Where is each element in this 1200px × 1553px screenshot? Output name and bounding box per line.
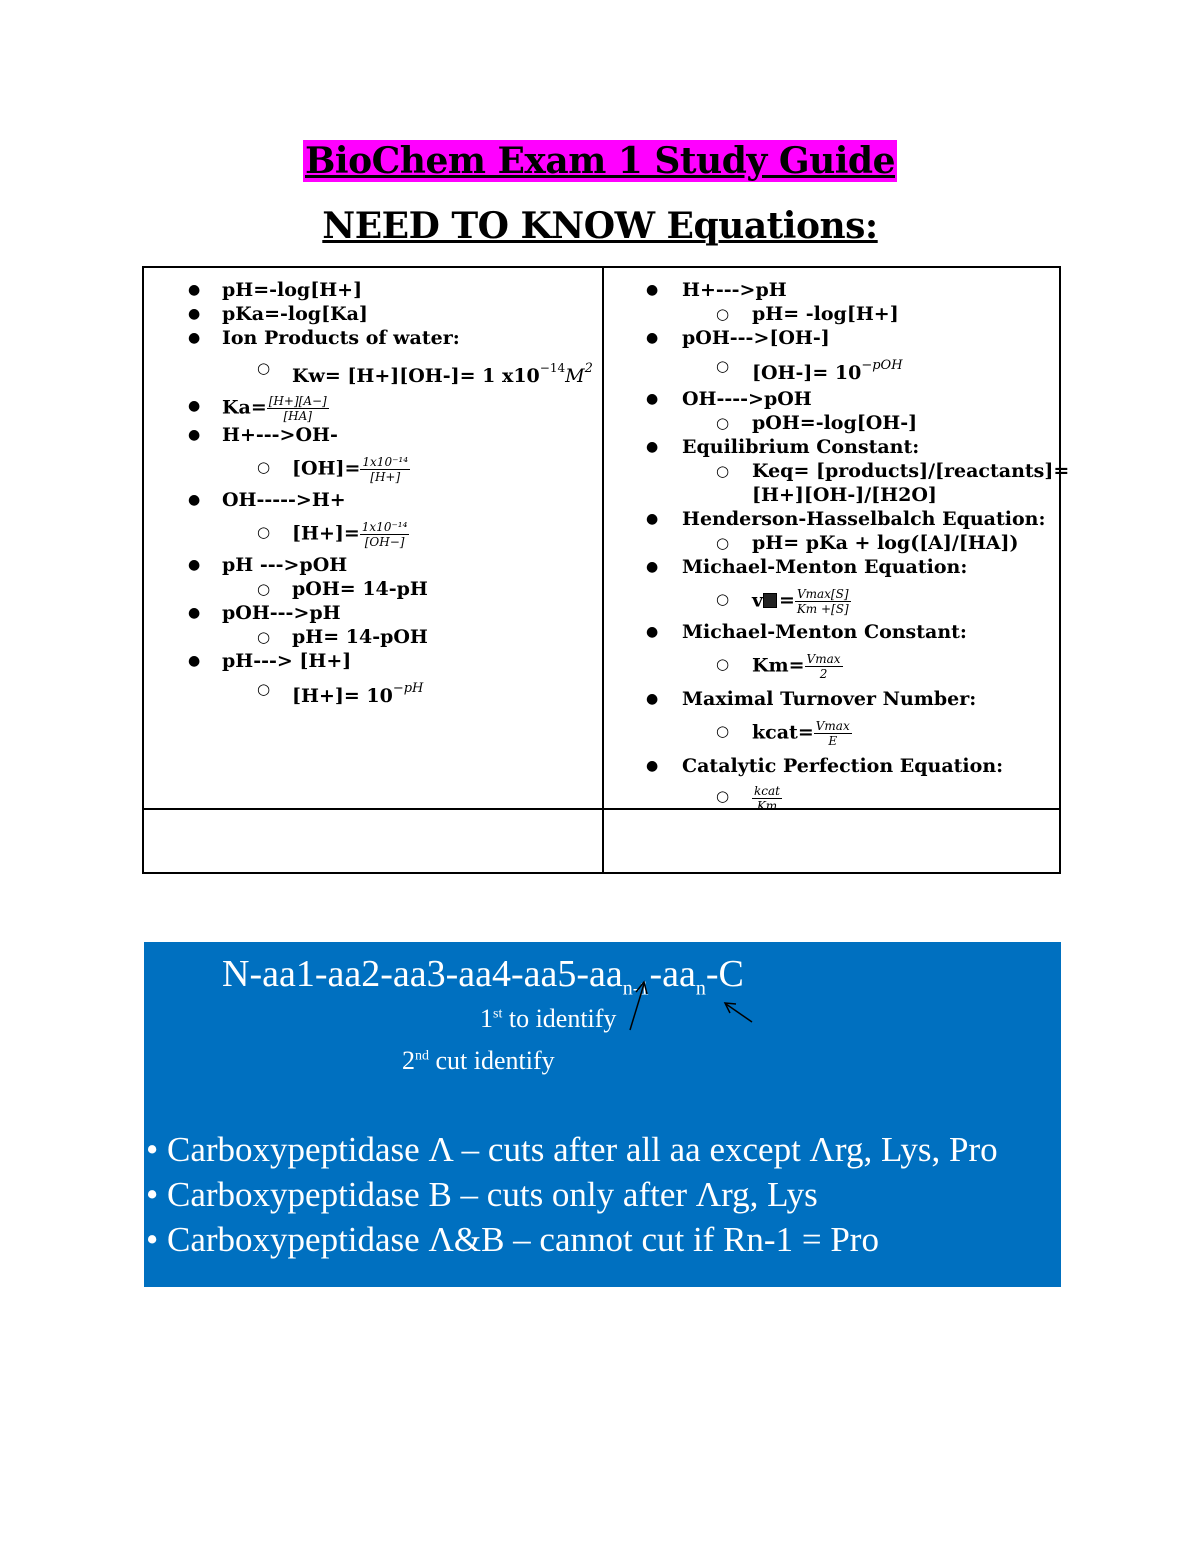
- list-item: ○ pOH= 14-pH: [257, 578, 428, 600]
- list-item: ○ $[H+]= 10^{-pH}$: [257, 680, 424, 707]
- list-item: ○ [H+]= $\frac{\text{1x10⁻¹⁴}}{[OH-]}$: [257, 520, 408, 549]
- h-fraction: $\frac{\text{1x10⁻¹⁴}}{[OH-]}$: [361, 520, 408, 549]
- list-item: ○ Kw= [H+][OH-]= 1 $x10^{-14}M^2$: [257, 359, 593, 387]
- list-item: ● OH---->pOH: [646, 388, 812, 410]
- list-item: ● OH----->H+: [188, 489, 346, 511]
- list-item: • Carboxypeptidase Λ – cuts after all aa except Λrg, Lys, Pro: [146, 1130, 998, 1169]
- right-equations-column: [604, 278, 1070, 813]
- list-item: ● pH---> [H+]: [188, 650, 352, 672]
- page-title: BioChem Exam 1 Study Guide: [305, 140, 895, 182]
- first-identify-note: 1st to identify: [480, 1004, 617, 1033]
- page-subtitle: NEED TO KNOW Equations:: [322, 205, 878, 247]
- list-item: • Carboxypeptidase B – cuts only after Λrg, Lys: [146, 1175, 818, 1214]
- list-item: ● pH=-log[H+]: [188, 279, 363, 301]
- list-item: ● H+--->OH-: [188, 424, 338, 446]
- oh-fraction: $\frac{\text{1x10⁻¹⁴}}{[H+]}$: [362, 455, 409, 484]
- second-identify-note: 2nd cut identify: [402, 1046, 555, 1075]
- placeholder-glyph-icon: [763, 593, 777, 608]
- list-item: ● Michael-Menton Equation:: [646, 556, 968, 578]
- list-item: ● Maximal Turnover Number:: [646, 688, 977, 710]
- list-item: ○ pH= pKa + log([A]/[HA]): [716, 532, 1019, 554]
- peptide-sequence: $N-aa1-aa2-aa3-aa4-aa5-aa_{n-1}-aa_n-C$: [222, 953, 744, 1000]
- list-item: ○ pH= -log[H+]: [716, 303, 899, 325]
- list-item: ○ Km= $\frac{Vmax}{2}$: [716, 652, 841, 681]
- list-item: ● Henderson-Hasselbalch Equation:: [646, 508, 1046, 530]
- list-item: ● pKa=-log[Ka]: [188, 303, 368, 325]
- list-item: ● Michael-Menton Constant:: [646, 621, 967, 643]
- list-item: ○ Keq= [products]/[reactants]=: [716, 460, 1070, 482]
- list-item: • Carboxypeptidase Λ&B – cannot cut if Rn-1 = Pro: [146, 1220, 879, 1259]
- list-item: ○ v = $\frac{Vmax[S]}{Km +[S]}$: [716, 587, 849, 616]
- list-item: ○ pOH=-log[OH-]: [716, 412, 918, 434]
- list-item: ○ $\frac{\text{kcat}}{Km}$: [716, 784, 780, 813]
- equations-table: [142, 266, 1070, 874]
- list-item: ● Ion Products of water:: [188, 327, 460, 349]
- mm-fraction: $\frac{Vmax[S]}{Km +[S]}$: [796, 587, 849, 616]
- cpe-fraction: $\frac{\text{kcat}}{Km}$: [754, 784, 780, 813]
- list-item: [H+][OH-]/[H2O]: [752, 484, 937, 506]
- km-fraction: $\frac{Vmax}{2}$: [806, 652, 841, 681]
- list-item: ● pH --->pOH: [188, 554, 348, 576]
- list-item: ○ $[OH-]= 10^{-pOH}$: [716, 357, 903, 384]
- list-item: ● pOH--->pH: [188, 602, 341, 624]
- list-item: ● Equilibrium Constant:: [646, 436, 920, 458]
- ka-fraction: $\frac{[H+][A-]}{[HA]}$: [268, 394, 327, 423]
- list-item: ● H+--->pH: [646, 279, 787, 301]
- list-item: ● Ka= $\frac{[H+][A-]}{[HA]}$: [188, 394, 327, 423]
- left-equations-column: [144, 278, 600, 708]
- list-item: ○ kcat= $\frac{Vmax}{E}$: [716, 719, 850, 748]
- list-item: ● Catalytic Perfection Equation:: [646, 755, 1004, 777]
- list-item: ● pOH--->[OH-]: [646, 327, 830, 349]
- list-item: ○ [OH]= $\frac{\text{1x10⁻¹⁴}}{[H+]}$: [257, 455, 409, 484]
- kcat-fraction: $\frac{Vmax}{E}$: [815, 719, 850, 748]
- list-item: ○ pH= 14-pOH: [257, 626, 428, 648]
- carboxypeptidase-slide-image: [144, 942, 1061, 1287]
